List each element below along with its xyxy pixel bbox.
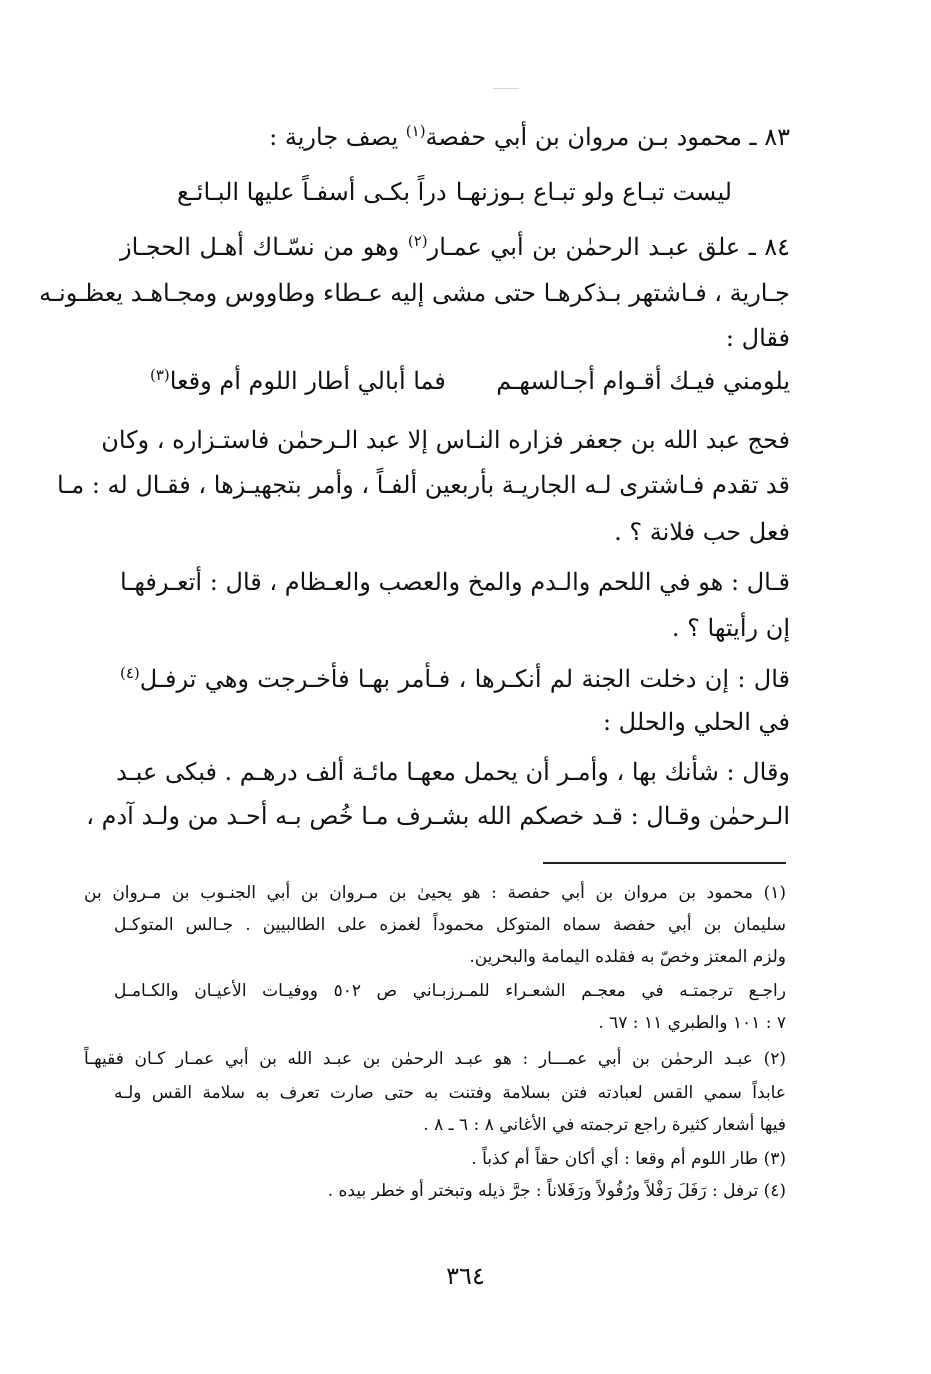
footnote-3: (٣) طار اللوم أم وقعا : أي أكان حقاً أم كذباً . [471,1149,786,1169]
para-wqal-line-1: وقال : شأنك بها ، وأمـر أن يحمل معهـا مائـة ألف درهـم . فبكى عبـد [116,758,790,786]
footnote-separator [543,862,786,864]
footnote-ref-3: (٣) [150,366,170,384]
scan-mark [493,88,519,89]
footnote-2-line-1: (٢) عبـد الرحمٰن بن أبي عمـــار : هو عبـد الرحمٰن بن عبـد الله بن أبي عمـار كـان فقيهـاً [84,1049,786,1069]
page-number: ٣٦٤ [446,1262,485,1290]
verse-2-left-hemistich: فما أبالي أطار اللوم أم وقعا [169,367,446,395]
para-83-line-1 [120,124,790,149]
para-qal2-text: قال : إن دخلت الجنة لم أنكـرها ، فـأمر بهـا فأخـرجت وهي ترفـل [139,665,790,693]
para-84-text: ٨٤ ـ علق عبـد الرحمٰن بن أبي عمـار [427,233,791,261]
para-qal1-line-1: قـال : هو في اللحم والـدم والمخ والعصب والعـظام ، قال : أتعـرفهـا [120,568,790,596]
para-fajah-line-1: فحج عبد الله بن جعفر فزاره النـاس إلا عبد الـرحمٰن فاستـزاره ، وكان [101,426,790,454]
footnote-2-line-2: عابداً سمي القس لعبادته فتن بسلامة وفتنت به حتى صارت تعرف به سلامة القس ولـه [114,1083,786,1103]
verse-1 [177,180,732,204]
verse-2-right-hemistich: يلومني فيـك أقـوام أجـالسهـم [496,366,790,395]
para-84-line-3: فقال : [725,324,790,352]
para-qal1-line-2: إن رأيتها ؟ . [671,614,790,642]
para-84-line-1 [120,234,790,259]
footnote-1-line-3: ولزم المعتز وخصّ به فقلده اليمامة والبحرين. [469,947,786,967]
footnote-2-line-3: فيها أشعار كثيرة راجع ترجمته في الأغاني ٨ : ٦ ـ ٨ . [423,1115,786,1135]
para-fajah-line-2: قد تقدم فـاشترى لـه الجاريـة بأربعين ألفـاً ، وأمر بتجهيـزها ، فقـال له : مـا [57,471,790,499]
footnote-ref-1: (١) [405,122,426,140]
footnote-1-line-1: (١) محمود بن مروان بن أبي حفصة : هو يحيىٰ بن مـروان بن أبي الجنـوب بن مـروان بن [84,883,786,903]
para-83-text-end: يصف جارية : [269,123,406,151]
verse-1-left-hemistich: دراً بكـى أسفـاً عليها البـائـع [177,178,447,206]
verse-2-left-hemistich-wrap [150,368,446,393]
para-qal2-line-1 [120,666,790,691]
footnote-4: (٤) ترفل : رَفَلَ رَفْلاً ورُفُولاً ورَفَلاناً : جرَّ ذيله وتبختر أو خطر بيده . [327,1181,786,1201]
footnote-1-line-5: ٧ : ١٠١ والطبري ١١ : ٦٧ . [598,1013,786,1033]
para-fajah-line-3: فعل حب فلانة ؟ . [614,518,790,546]
para-83-text: ٨٣ ـ محمود بـن مروان بن أبي حفصة [425,123,790,151]
footnote-1-line-4: راجـع ترجمتـه في معجـم الشعـراء للمـرزبـاني ص ٥٠٢ ووفيـات الأعيـان والكـامـل [114,981,786,1001]
para-qal2-line-2: في الحلي والحلل : [602,708,790,736]
para-wqal-line-2: الـرحمٰن وقـال : قـد خصكم الله بشـرف مـا خُص بـه أحـد من ولـد آدم ، [86,802,790,830]
footnote-ref-2: (٢) [407,232,428,250]
verse-2 [150,368,790,393]
footnote-1-line-2: سليمان بن أبي حفصة سماه المتوكل محموداً لغمزه على الطالبيين . جـالس المتوكـل [114,915,786,935]
para-84-line-2: جـارية ، فـاشتهر بـذكرهـا حتى مشى إليه عـطاء وطاووس ومجـاهـد يعظـونـه [39,279,790,307]
para-84-text-end: وهو من نسّـاك أهـل الحجـاز [120,233,408,261]
footnote-ref-4: (٤) [120,664,140,682]
verse-1-right-hemistich: ليست تبـاع ولو تبـاع بـوزنهـا [455,178,732,206]
